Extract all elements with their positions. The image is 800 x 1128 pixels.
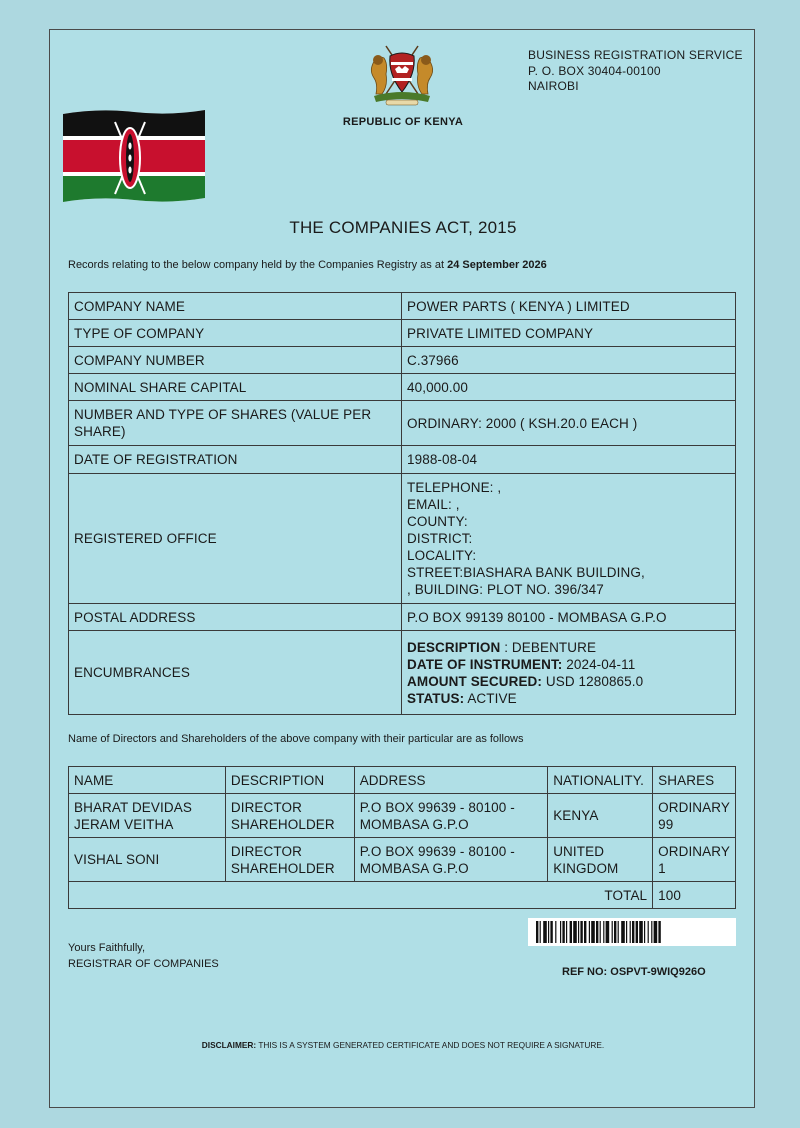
director-name: VISHAL SONI [69,838,226,882]
barcode-icon [528,918,736,946]
office-telephone: TELEPHONE: , [407,480,502,495]
table-row [69,631,736,715]
director-description: DIRECTOR SHAREHOLDER [225,794,354,838]
encumbrances-label: ENCUMBRANCES [69,631,402,715]
table-row [69,604,736,631]
director-address: P.O BOX 99639 - 80100 - MOMBASA G.P.O [354,794,548,838]
total-label: TOTAL [69,882,653,909]
registered-office-label: REGISTERED OFFICE [69,474,402,604]
company-type-label: TYPE OF COMPANY [69,320,402,347]
closing-line: Yours Faithfully, [68,942,146,954]
header-address: ADDRESS [354,767,548,794]
reference-number: REF NO: OSPVT-9WIQ926O [562,966,706,978]
company-name-value: POWER PARTS ( KENYA ) LIMITED [402,293,736,320]
director-shares: ORDINARY 1 [653,838,736,882]
registered-office-value [402,474,736,604]
document-title: THE COMPANIES ACT, 2015 [289,218,517,237]
total-value: 100 [653,882,736,909]
records-text: Records relating to the below company held by the Companies Registry as at [68,259,445,271]
office-building: , BUILDING: PLOT NO. 396/347 [407,582,604,597]
header-nationality: NATIONALITY. [548,767,653,794]
kenya-coat-of-arms-icon [366,40,438,108]
service-line: NAIROBI [528,79,579,93]
directors-table [68,766,736,909]
director-shares: ORDINARY 99 [653,794,736,838]
company-type-value: PRIVATE LIMITED COMPANY [402,320,736,347]
service-line: P. O. BOX 30404-00100 [528,63,661,78]
enc-description: DESCRIPTION : DEBENTURE [407,639,597,655]
table-row [69,347,736,374]
table-row [69,474,736,604]
table-row [69,374,736,401]
registration-service-address [528,48,743,95]
office-district: DISTRICT: [407,531,473,546]
closing-signature [68,941,219,972]
kenya-flag-icon [59,106,209,208]
service-line: BUSINESS REGISTRATION SERVICE [528,48,743,62]
certificate-page [49,29,755,1108]
director-address: P.O BOX 99639 - 80100 - MOMBASA G.P.O [354,838,548,882]
share-capital-label: NOMINAL SHARE CAPITAL [69,374,402,401]
disclaimer-text: THIS IS A SYSTEM GENERATED CERTIFICATE AND DOES NOT REQUIRE A SIGNATURE. [258,1040,605,1050]
total-row [69,882,736,909]
header-description: DESCRIPTION [225,767,354,794]
registration-date-value: 1988-08-04 [402,446,736,474]
disclaimer-label: DISCLAIMER: [201,1040,257,1050]
table-row [69,320,736,347]
table-row [69,794,736,838]
table-header-row [69,767,736,794]
company-number-label: COMPANY NUMBER [69,347,402,374]
directors-intro: Name of Directors and Shareholders of the above company with their particular are as follows [68,733,524,745]
director-description: DIRECTOR SHAREHOLDER [225,838,354,882]
enc-amount-secured: AMOUNT SECURED: USD 1280865.0 [407,673,644,689]
company-details-table [68,292,736,715]
table-row [69,446,736,474]
enc-instrument-date: DATE OF INSTRUMENT: 2024-04-11 [407,656,636,672]
shares-type-label: NUMBER AND TYPE OF SHARES (VALUE PER SHARE) [69,401,402,446]
header-shares: SHARES [653,767,736,794]
company-number-value: C.37966 [402,347,736,374]
registration-date-label: DATE OF REGISTRATION [69,446,402,474]
table-row [69,293,736,320]
republic-of-kenya-heading: REPUBLIC OF KENYA [342,116,464,128]
postal-address-value: P.O BOX 99139 80100 - MOMBASA G.P.O [402,604,736,631]
records-date: 24 September 2026 [447,259,547,271]
table-row [69,838,736,882]
encumbrances-value [402,631,736,715]
postal-address-label: POSTAL ADDRESS [69,604,402,631]
director-nationality: KENYA [548,794,653,838]
company-name-label: COMPANY NAME [69,293,402,320]
table-row [69,401,736,446]
director-name: BHARAT DEVIDAS JERAM VEITHA [69,794,226,838]
header-name: NAME [69,767,226,794]
shares-type-value: ORDINARY: 2000 ( KSH.20.0 EACH ) [402,401,736,446]
director-nationality: UNITED KINGDOM [548,838,653,882]
office-county: COUNTY: [407,514,468,529]
registrar-title: REGISTRAR OF COMPANIES [68,957,219,970]
office-email: EMAIL: , [407,497,460,512]
share-capital-value: 40,000.00 [402,374,736,401]
records-statement [68,259,547,271]
office-street: STREET:BIASHARA BANK BUILDING, [407,565,645,580]
disclaimer [50,1040,756,1050]
office-locality: LOCALITY: [407,548,477,563]
enc-status: STATUS: ACTIVE [407,690,517,706]
